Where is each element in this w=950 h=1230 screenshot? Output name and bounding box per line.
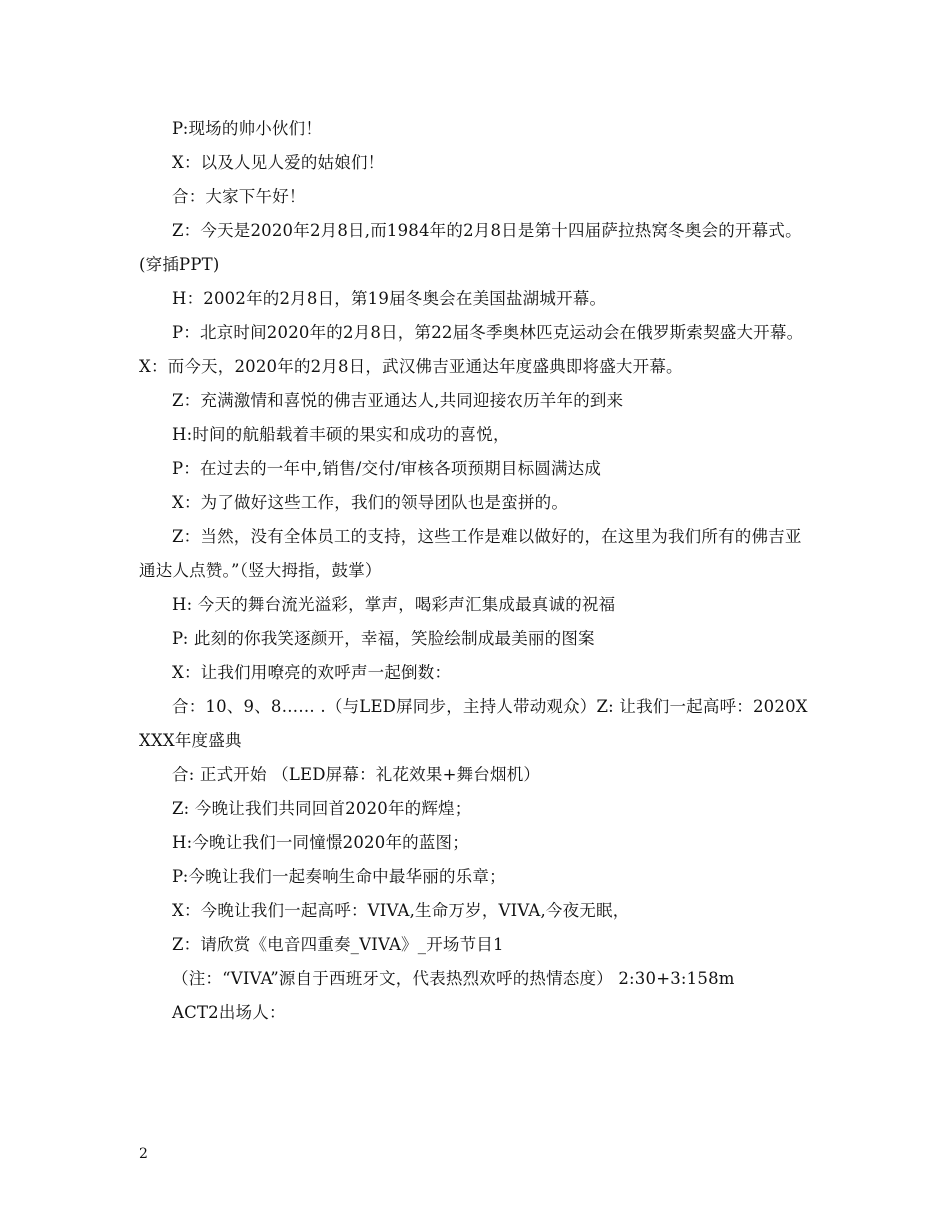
paragraph: X：以及人见人爱的姑娘们！ xyxy=(172,153,385,172)
document-body xyxy=(139,112,811,1030)
paragraph: Z：请欣赏《电音四重奏_VIVA》_开场节目1 xyxy=(172,935,504,954)
paragraph: P:今晚让我们一起奏响生命中最华丽的乐章； xyxy=(172,867,506,886)
paragraph: 合：大家下午好！ xyxy=(172,187,306,206)
paragraph: X：今晚让我们一起高呼：VIVA,生命万岁，VIVA,今夜无眠， xyxy=(172,901,630,920)
paragraph: H:时间的航船载着丰硕的果实和成功的喜悦， xyxy=(172,425,510,444)
paragraph: X：让我们用嘹亮的欢呼声一起倒数： xyxy=(172,663,452,682)
paragraph: 合：10、9、8…… .（与LED屏同步，主持人带动观众）Z: 让我们一起高呼：2020XXXX年度盛典 xyxy=(139,697,808,750)
paragraph: Z：充满激情和喜悦的佛吉亚通达人,共同迎接农历羊年的到来 xyxy=(172,391,624,410)
paragraph: P: 此刻的你我笑逐颜开，幸福，笑脸绘制成最美丽的图案 xyxy=(172,629,595,648)
paragraph-note: （注：“VIVA”源自于西班牙文，代表热烈欢呼的热情态度） 2:30+3:158m xyxy=(172,969,735,988)
paragraph: X：为了做好这些工作，我们的领导团队也是蛮拼的。 xyxy=(172,493,569,512)
page-number: 2 xyxy=(139,1146,148,1162)
paragraph: P：在过去的一年中,销售/交付/审核各项预期目标圆满达成 xyxy=(172,459,602,478)
paragraph: Z：当然，没有全体员工的支持，这些工作是难以做好的，在这里为我们所有的佛吉亚通达人点赞。”（竖大拇指，鼓掌） xyxy=(139,527,802,580)
paragraph: H:今晚让我们一同憧憬2020年的蓝图； xyxy=(172,833,469,852)
paragraph: P：北京时间2020年的2月8日，第22届冬季奥林匹克运动会在俄罗斯索契盛大开幕。 X：而今天，2020年的2月8日，武汉佛吉亚通达年度盛典即将盛大开幕。 xyxy=(139,323,804,376)
paragraph: Z: 今晚让我们共同回首2020年的辉煌； xyxy=(172,799,472,818)
paragraph: H：2002年的2月8日，第19届冬奥会在美国盐湖城开幕。 xyxy=(172,289,607,308)
paragraph: ACT2出场人： xyxy=(172,1003,286,1022)
paragraph: 合: 正式开始 （LED屏幕：礼花效果+舞台烟机） xyxy=(172,765,541,784)
paragraph: H: 今天的舞台流光溢彩，掌声，喝彩声汇集成最真诚的祝福 xyxy=(172,595,616,614)
paragraph: Z：今天是2020年2月8日,而1984年的2月8日是第十四届萨拉热窝冬奥会的开幕式。(穿插PPT) xyxy=(139,221,802,274)
paragraph: P:现场的帅小伙们！ xyxy=(172,119,323,138)
